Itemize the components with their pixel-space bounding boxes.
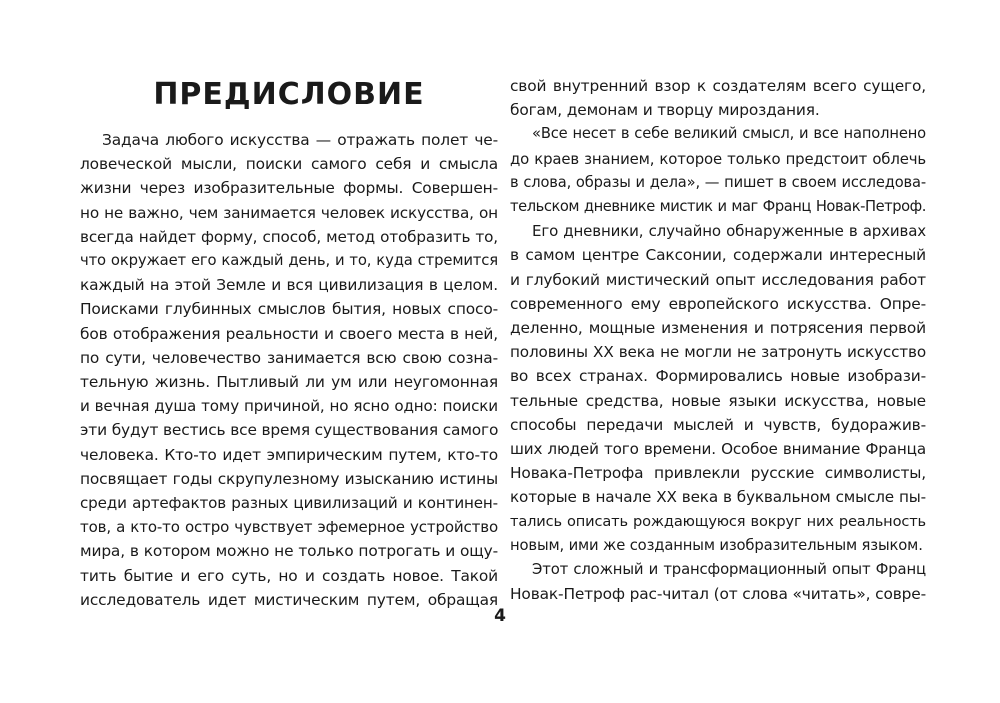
text-line: половины XX века не могли не затронуть искусство (510, 343, 926, 362)
text-line: способы передачи мыслей и чувств, будоражив- (510, 415, 926, 434)
text-line: мира, в котором можно не только потрогать и ощу- (80, 542, 498, 561)
text-line: посвящает годы скрупулезному изысканию истины (80, 469, 498, 488)
page-number: 4 (494, 606, 506, 626)
text-line: тить бытие и его суть, но и создать новое. Такой (80, 566, 498, 585)
text-line: по сути, человечество занимается всю свою созна- (80, 348, 498, 367)
text-line: новым, ими же созданным изобразительным языком. (510, 536, 923, 554)
text-line: Новака-Петрофа привлекли русские символисты, (510, 464, 926, 483)
text-line: ловеческой мысли, поиски самого себя и смысла (80, 155, 498, 174)
text-line: и глубокий мистический опыт исследования работ (510, 270, 926, 289)
text-line: тались описать рождающуюся вокруг них реальность (510, 512, 926, 530)
text-line: Задача любого искусства — отражать полет че- (102, 131, 498, 149)
text-line: во всех странах. Формировались новые изобрази- (510, 367, 926, 386)
text-line: богам, демонам и творцу мироздания. (510, 101, 820, 120)
text-line: «Все несет в себе великий смысл, и все наполнено (532, 125, 926, 143)
text-line: до краев знанием, которое только предстоит облечь (510, 149, 926, 168)
text-line: бов отображения реальности и своего места в ней, (80, 324, 498, 343)
text-line: деленно, мощные изменения и потрясения первой (510, 319, 926, 338)
text-line: каждый на этой Земле и вся цивилизация в целом. (80, 276, 498, 295)
text-line: свой внутренний взор к создателям всего сущего, (510, 77, 926, 95)
text-line: в слова, образы и дела», — пишет в своем исследова- (510, 173, 926, 191)
text-line: эти будут вестись все время существования самого (80, 421, 499, 440)
text-line: и вечная душа тому причиной, но ясно одно: поиски (80, 397, 498, 416)
text-line: в самом центре Саксонии, содержали интересный (510, 246, 926, 265)
text-line: тельные средства, новые языки искусства, новые (510, 391, 926, 410)
text-line: исследователь идет мистическим путем, обращая (80, 590, 498, 609)
text-line: что окружает его каждый день, и то, куда стремится (80, 252, 498, 270)
text-line: жизни через изобразительные формы. Совершен- (80, 179, 498, 198)
text-line: человека. Кто-то идет эмпирическим путем, кто-то (80, 445, 498, 464)
text-line: Поисками глубинных смыслов бытия, новых спосо- (80, 300, 498, 319)
text-line: Новак-Петроф рас-читал (от слова «читать», совре- (510, 585, 926, 604)
text-line: тов, а кто-то остро чувствует эфемерное устройство (80, 518, 498, 537)
text-line: которые в начале XX века в буквальном смысле пы- (510, 488, 926, 507)
text-line: ших людей того времени. Особое внимание Франца (510, 440, 926, 459)
right-column (510, 74, 926, 606)
text-line: всегда найдет форму, способ, метод отобразить то, (80, 227, 498, 246)
text-line: Его дневники, случайно обнаруженные в архивах (532, 222, 926, 241)
page-title: ПРЕДИСЛОВИЕ (153, 77, 425, 112)
text-line: среди артефактов разных цивилизаций и континен- (80, 494, 498, 513)
text-line: тельском дневнике мистик и маг Франц Новак-Петроф. (510, 198, 926, 216)
text-line: современного ему европейского искусства. Опре- (510, 294, 926, 313)
text-line: Этот сложный и трансформационный опыт Франц (532, 561, 926, 579)
left-column (80, 74, 498, 612)
text-line: но не важно, чем занимается человек искусства, он (80, 203, 498, 222)
text-line: тельную жизнь. Пытливый ли ум или неугомонная (80, 373, 498, 392)
